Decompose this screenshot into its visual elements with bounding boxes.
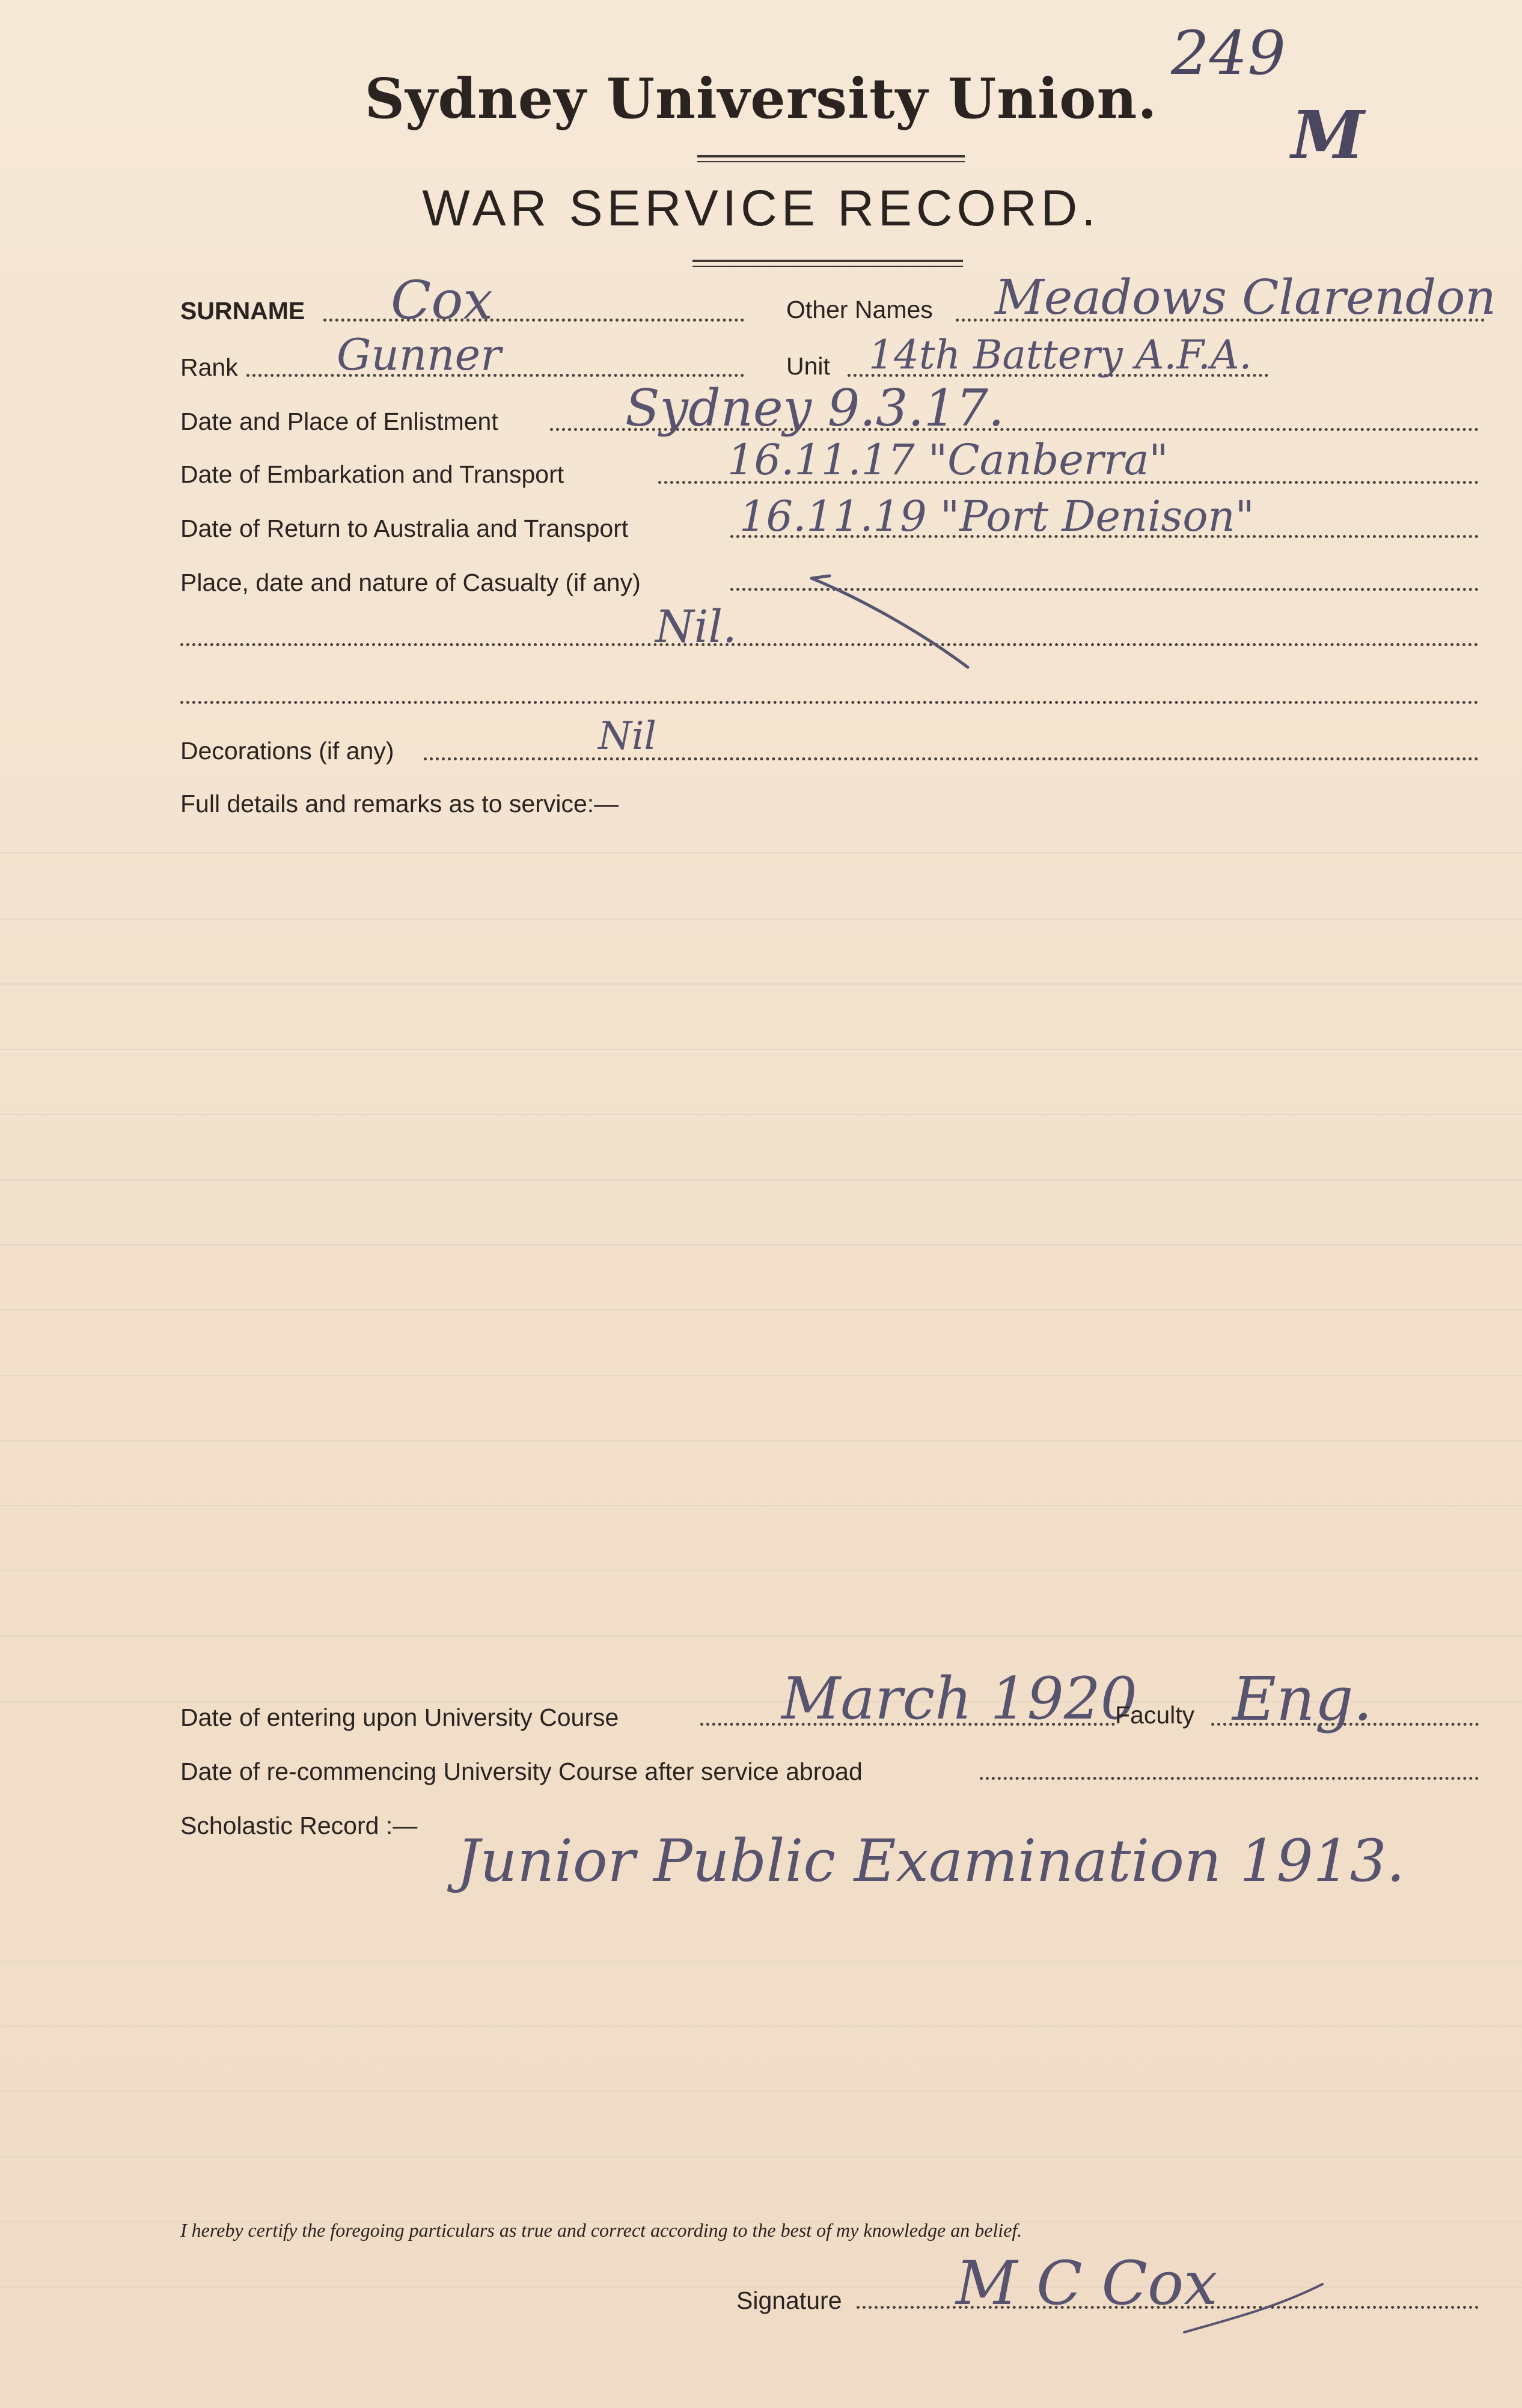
embarkation-value: 16.11.17 "Canberra" (727, 435, 1169, 484)
ruled-line (0, 1049, 1522, 1050)
ruled-line (0, 983, 1522, 985)
entering-value: March 1920 (781, 1665, 1137, 1732)
ruled-line (0, 2026, 1522, 2027)
decorations-label: Decorations (if any) (180, 737, 394, 765)
ruled-line (0, 1375, 1522, 1376)
decorations-value: Nil (598, 714, 656, 759)
unit-value: 14th Battery A.F.A. (869, 332, 1252, 378)
surname-label: SURNAME (180, 297, 305, 325)
ruled-line (0, 1244, 1522, 1245)
ruled-line (0, 1505, 1522, 1506)
enlistment-value: Sydney 9.3.17. (625, 379, 1004, 438)
ruled-line (0, 852, 1522, 854)
signature-flourish (1178, 2272, 1334, 2338)
casualty-value: Nil. (655, 601, 737, 653)
faculty-value: Eng. (1232, 1664, 1373, 1734)
other-names-value: Meadows Clarendon (995, 269, 1496, 325)
ruled-line (0, 2156, 1522, 2157)
ruled-line (0, 1961, 1522, 1962)
surname-value: Cox (391, 269, 493, 331)
faculty-label: Faculty (1115, 1701, 1195, 1729)
margin-number: 249 (1171, 18, 1286, 88)
ruled-line (0, 918, 1522, 920)
surname-dots (323, 319, 744, 322)
casualty-label: Place, date and nature of Casualty (if any) (180, 569, 641, 596)
return-value: 16.11.19 "Port Denison" (739, 492, 1255, 541)
certification-text: I hereby certify the foregoing particulars as true and correct according to the best of my knowledge an belief. (180, 2219, 1022, 2241)
margin-stamp-mark: M (1291, 96, 1365, 174)
ruled-line (0, 1570, 1522, 1571)
signature-value: M C Cox (956, 2248, 1218, 2318)
form-title: WAR SERVICE RECORD. (422, 180, 1100, 236)
ruled-line (0, 1114, 1522, 1115)
return-label: Date of Return to Australia and Transport (180, 515, 629, 542)
header-rule-bottom-2 (692, 266, 963, 267)
enlistment-label: Date and Place of Enlistment (180, 408, 498, 435)
ruled-line (0, 2091, 1522, 2092)
embarkation-label: Date of Embarkation and Transport (180, 460, 564, 488)
ruled-line (0, 1636, 1522, 1637)
decorations-dots (424, 757, 1479, 760)
ruled-line (0, 1440, 1522, 1441)
signature-label: Signature (736, 2287, 842, 2314)
unit-label: Unit (786, 352, 830, 380)
header-rule-top (697, 155, 965, 157)
ruled-line (0, 1179, 1522, 1181)
institution-heading: Sydney University Union. (364, 66, 1158, 131)
recommencing-label: Date of re-commencing University Course after service abroad (180, 1758, 863, 1785)
header-rule-bottom (692, 260, 963, 262)
rank-label: Rank (180, 353, 238, 381)
header-rule-top-2 (697, 161, 965, 162)
recommencing-dots (980, 1777, 1479, 1780)
casualty-strike-line (805, 571, 980, 673)
scholastic-value: Junior Public Examination 1913. (457, 1827, 1405, 1895)
ruled-line (0, 1309, 1522, 1310)
scholastic-label: Scholastic Record :— (180, 1812, 418, 1839)
details-label: Full details and remarks as to service:— (180, 790, 619, 817)
entering-label: Date of entering upon University Course (180, 1704, 619, 1731)
casualty-dots-3 (180, 701, 1479, 704)
other-names-label: Other Names (786, 296, 933, 323)
rank-value: Gunner (337, 329, 501, 380)
